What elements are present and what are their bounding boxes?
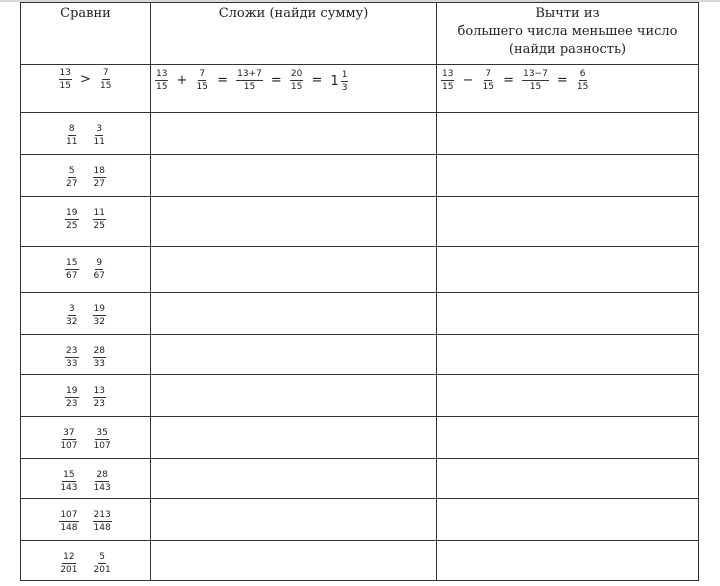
add-answer-cell[interactable] [151,459,437,499]
compare-cell [21,247,151,293]
fraction: $\frac{12}{201}$ [60,552,78,575]
header-compare: Сравни [21,3,151,65]
compare-cell [21,375,151,417]
plus-sign: + [176,73,188,88]
subtract-answer-cell[interactable] [437,459,699,499]
table-row [21,375,699,417]
compare-sign: > [80,72,91,87]
compare-cell [21,417,151,459]
fraction: $\frac{15}{143}$ [60,470,78,493]
table-row [21,197,699,247]
header-subtract-line2: большего числа меньшее число [457,24,678,39]
header-subtract-line1: Вычти из [535,6,600,21]
fraction: $\frac{8}{11}$ [66,124,78,147]
fraction: $\frac{5}{201}$ [93,552,111,575]
fraction: $\frac{28}{143}$ [93,470,111,493]
equals-sign: = [311,73,323,88]
whole-part: 1 [330,74,339,89]
compare-cell [21,459,151,499]
fraction: $\frac{13+7}{15}$ [237,69,262,92]
fraction: $\frac{3}{11}$ [93,124,105,147]
example-add-cell [151,65,437,113]
add-answer-cell[interactable] [151,417,437,459]
fraction: $\frac{19}{25}$ [66,208,78,231]
compare-cell [21,155,151,197]
fraction: $\frac{3}{32}$ [66,304,78,327]
fraction: $\frac{1}{3}$ [341,70,348,93]
fraction: $\frac{5}{27}$ [66,166,78,189]
add-answer-cell[interactable] [151,335,437,375]
table-row [21,459,699,499]
mixed-number [329,70,349,93]
fraction: $\frac{7}{15}$ [482,69,494,92]
fraction: $\frac{13}{23}$ [93,386,105,409]
fraction: $\frac{7}{15}$ [196,69,208,92]
subtract-answer-cell[interactable] [437,499,699,541]
subtract-answer-cell[interactable] [437,541,699,581]
fraction: $\frac{7}{15}$ [100,68,112,91]
equals-sign: = [270,73,282,88]
fraction: $\frac{11}{25}$ [93,208,105,231]
add-answer-cell[interactable] [151,293,437,335]
fraction: $\frac{28}{33}$ [93,346,105,369]
subtract-answer-cell[interactable] [437,197,699,247]
table-row [21,113,699,155]
subtract-answer-cell[interactable] [437,155,699,197]
fraction: $\frac{13}{15}$ [59,68,71,91]
minus-sign: − [462,73,474,88]
fraction: $\frac{35}{107}$ [93,428,111,451]
equals-sign: = [556,73,568,88]
subtract-answer-cell[interactable] [437,375,699,417]
header-add: Сложи (найди сумму) [151,3,437,65]
table-row [21,417,699,459]
add-answer-cell[interactable] [151,541,437,581]
table-row [21,247,699,293]
compare-cell [21,541,151,581]
fraction: $\frac{213}{148}$ [93,510,111,533]
table-row [21,541,699,581]
add-answer-cell[interactable] [151,197,437,247]
fractions-worksheet-table [20,2,699,581]
fraction: $\frac{13}{15}$ [442,69,454,92]
fraction: $\frac{19}{32}$ [93,304,105,327]
fraction: $\frac{9}{67}$ [93,258,105,281]
equals-sign: = [217,73,228,88]
equals-sign: = [503,73,514,88]
subtract-answer-cell[interactable] [437,113,699,155]
compare-cell [21,113,151,155]
subtract-answer-cell[interactable] [437,247,699,293]
example-subtract-cell [437,65,699,113]
compare-cell [21,335,151,375]
table-row [21,499,699,541]
fraction: $\frac{6}{15}$ [576,69,589,92]
compare-cell [21,499,151,541]
fraction: $\frac{13-7}{15}$ [523,69,548,92]
add-answer-cell[interactable] [151,113,437,155]
fraction: $\frac{19}{23}$ [66,386,78,409]
add-answer-cell[interactable] [151,155,437,197]
fraction: $\frac{107}{148}$ [60,510,78,533]
header-subtract [437,3,699,65]
add-answer-cell[interactable] [151,247,437,293]
example-row [21,65,699,113]
subtract-answer-cell[interactable] [437,293,699,335]
header-row [21,3,699,65]
fraction: $\frac{18}{27}$ [93,166,105,189]
table-row [21,293,699,335]
subtract-answer-cell[interactable] [437,417,699,459]
header-subtract-line3: (найди разность) [508,42,627,57]
add-answer-cell[interactable] [151,375,437,417]
fraction: $\frac{13}{15}$ [156,69,168,92]
table-row [21,335,699,375]
subtract-answer-cell[interactable] [437,335,699,375]
table-row [21,155,699,197]
compare-cell [21,197,151,247]
fraction: $\frac{15}{67}$ [66,258,78,281]
fraction: $\frac{20}{15}$ [290,69,303,92]
fraction: $\frac{23}{33}$ [66,346,78,369]
fraction: $\frac{37}{107}$ [60,428,78,451]
compare-cell [21,293,151,335]
example-compare-cell [21,65,151,113]
add-answer-cell[interactable] [151,499,437,541]
